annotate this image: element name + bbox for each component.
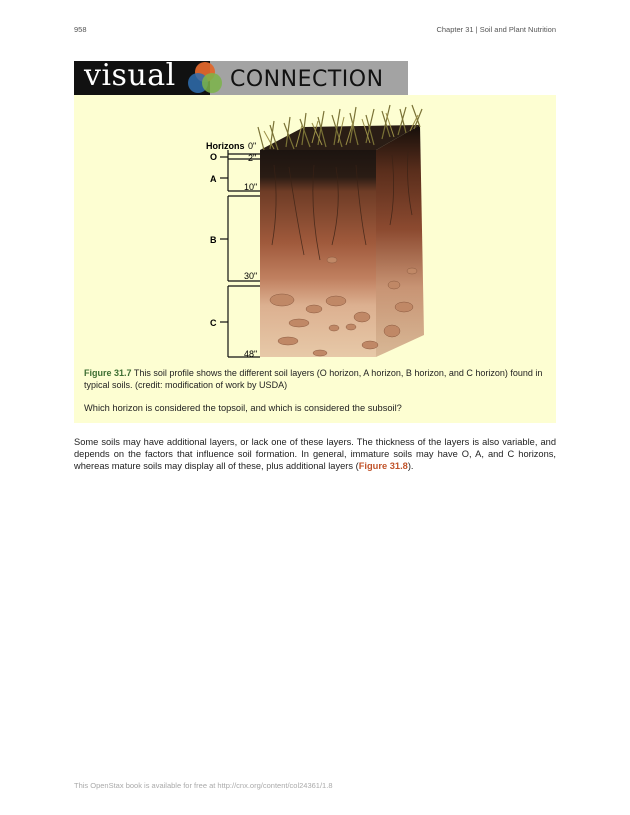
figure-31-8-link[interactable]: Figure 31.8 [358, 461, 408, 471]
horizons-title: Horizons [206, 141, 245, 151]
depth-label-30: 30" [244, 271, 258, 281]
depth-label-2: 2" [248, 153, 257, 163]
depth-label-0: 0" [248, 141, 257, 151]
soil-profile-illustration [74, 95, 556, 365]
visual-connection-question: Which horizon is considered the topsoil, and which is considered the subsoil? [84, 403, 402, 413]
venn-logo-icon [186, 59, 224, 97]
body-paragraph [74, 436, 556, 472]
figure-number: Figure 31.7 [84, 368, 132, 378]
page-footer: This OpenStax book is available for free at http://cnx.org/content/col24361/1.8 [74, 781, 333, 790]
horizon-label-a: A [210, 174, 217, 184]
visual-connection-banner [74, 58, 408, 95]
visual-connection-panel [74, 95, 556, 423]
depth-label-48: 48" [244, 349, 258, 359]
page-number: 958 [74, 25, 87, 34]
figure-caption-text: This soil profile shows the different soil layers (O horizon, A horizon, B horizon, and C horizon) found in typical soils. (credit: modification of work by USDA) [84, 368, 543, 390]
banner-word-visual: visual [84, 58, 176, 93]
figure-caption [84, 367, 546, 391]
body-text-after: ). [407, 461, 414, 471]
banner-word-connection: CONNECTION [230, 67, 384, 92]
depth-label-10: 10" [244, 182, 258, 192]
chapter-header: Chapter 31 | Soil and Plant Nutrition [436, 25, 556, 34]
soil-profile-figure [74, 95, 556, 365]
horizon-label-b: B [210, 235, 217, 245]
horizon-label-o: O [210, 152, 218, 162]
horizon-label-c: C [210, 318, 217, 328]
body-text-before: Some soils may have additional layers, or lack one of these layers. The thickness of the layers is also variable, and depends on the factors that influence soil formation. In general, immature soils may have O, A, and C horizons, whereas mature soils may display all of these, plus additional layers ( [74, 437, 556, 471]
